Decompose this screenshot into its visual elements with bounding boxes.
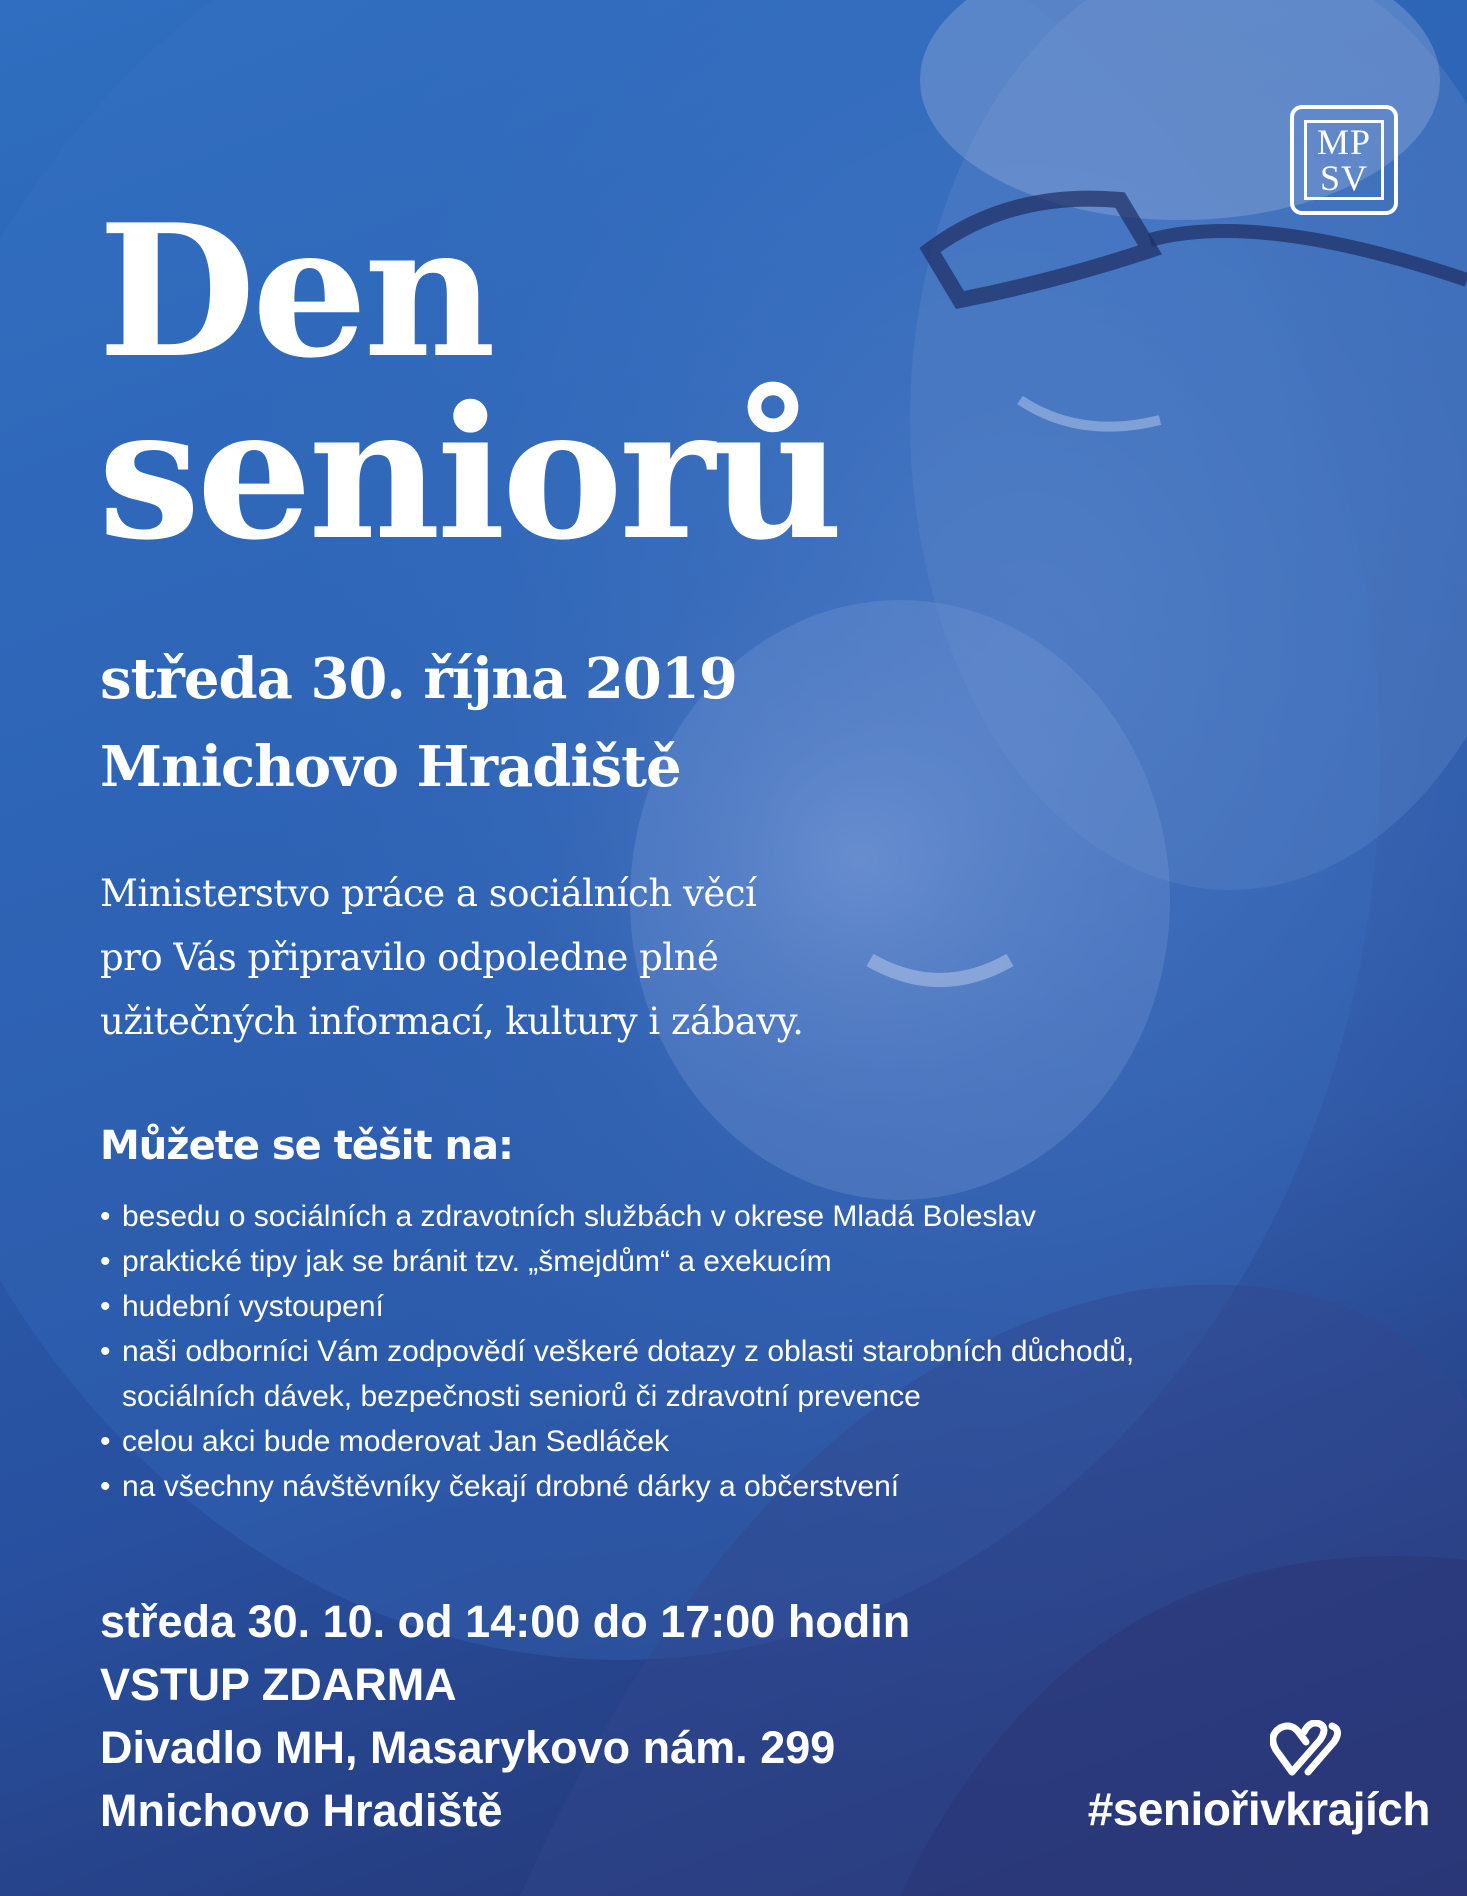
program-item-text: • naši odborníci Vám zodpovědí veškeré dotazy z oblasti starobních důchodů,: [122, 1335, 1135, 1368]
program-item-text: • na všechny návštěvníky čekají drobné dárky a občerstvení: [122, 1470, 900, 1503]
program-item: [100, 1284, 1280, 1329]
program-item: [100, 1464, 1280, 1509]
program-item-text-continued: sociálních dávek, bezpečnosti seniorů či zdravotní prevence: [122, 1380, 921, 1413]
logo-line-1: MP: [1316, 122, 1372, 162]
intro-line-3: užitečných informací, kultury i zábavy.: [100, 1000, 804, 1043]
mpsv-logo: [1290, 105, 1398, 215]
campaign-block: [1030, 1720, 1430, 1836]
intro-text: [100, 862, 980, 1054]
program-item: [100, 1329, 1280, 1419]
event-details: [100, 1590, 910, 1842]
program-item-text: • besedu o sociálních a zdravotních službách v okrese Mladá Boleslav: [122, 1200, 1036, 1233]
event-date: středa 30. října 2019: [100, 646, 737, 712]
program-item-text: • praktické tipy jak se bránit tzv. „šmejdům“ a exekucím: [122, 1245, 832, 1278]
event-venue: Divadlo MH, Masarykovo nám. 299: [100, 1722, 836, 1773]
intro-line-1: Ministerstvo práce a sociálních věcí: [100, 872, 757, 915]
page-title: [98, 184, 898, 580]
intro-line-2: pro Vás připravilo odpoledne plné: [100, 936, 719, 979]
program-item: [100, 1194, 1280, 1239]
title-line-1: Den: [98, 184, 492, 398]
program-heading: Můžete se těšit na:: [100, 1123, 514, 1169]
event-place: Mnichovo Hradiště: [100, 734, 681, 800]
entry-free: VSTUP ZDARMA: [100, 1659, 457, 1710]
title-line-2: seniorů: [98, 366, 840, 580]
program-item: [100, 1419, 1280, 1464]
program-list: [100, 1194, 1280, 1509]
event-town: Mnichovo Hradiště: [100, 1785, 503, 1836]
campaign-hashtag: #seniořivkrajích: [1087, 1783, 1430, 1835]
mpsv-logo-inner: [1304, 120, 1384, 200]
logo-line-2: SV: [1319, 158, 1369, 198]
program-item: [100, 1239, 1280, 1284]
event-time: středa 30. 10. od 14:00 do 17:00 hodin: [100, 1596, 911, 1647]
program-item-text: • hudební vystoupení: [122, 1290, 384, 1323]
hearts-icon: [1270, 1720, 1342, 1780]
program-item-text: • celou akci bude moderovat Jan Sedláček: [122, 1425, 670, 1458]
